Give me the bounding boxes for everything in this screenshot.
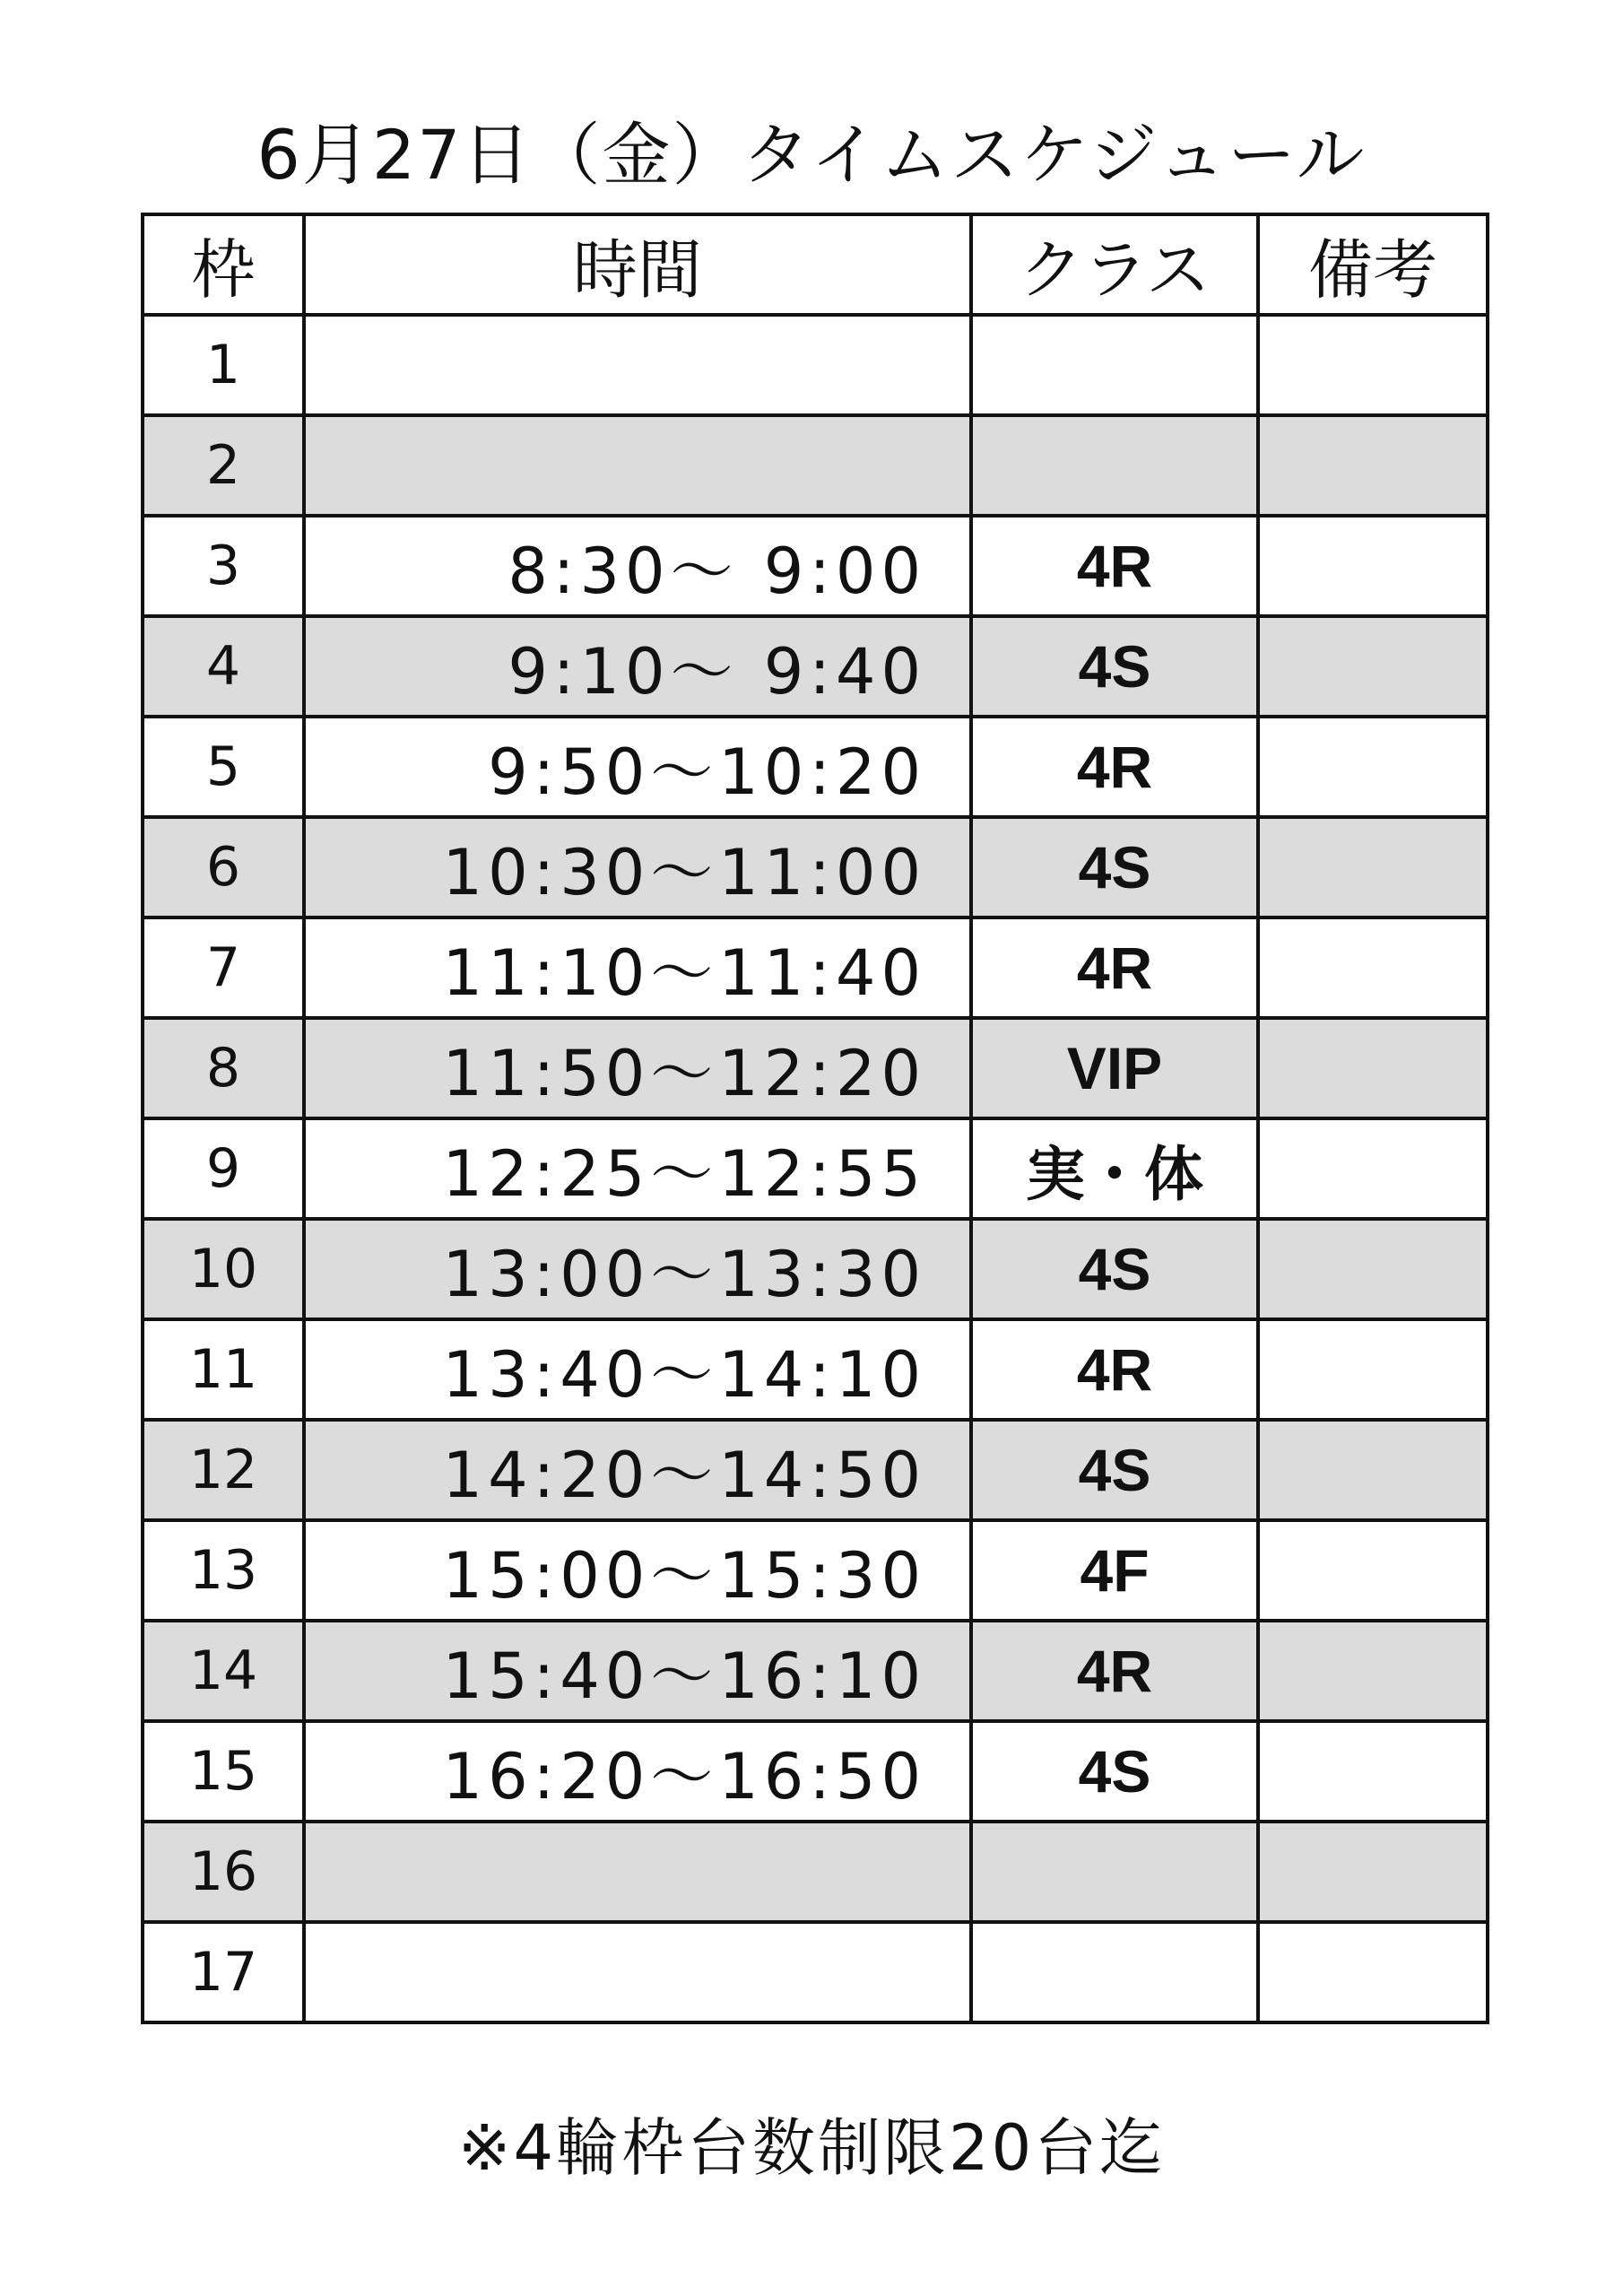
time-cell (304, 415, 971, 516)
table-row (143, 1219, 1488, 1319)
time-cell (304, 315, 971, 415)
class-cell: 4R (971, 918, 1258, 1018)
note-cell (1258, 516, 1488, 616)
time-cell: 10:30～11:00 (304, 817, 971, 918)
table-row (143, 1319, 1488, 1420)
table-row (143, 415, 1488, 516)
note-cell (1258, 1621, 1488, 1721)
note-cell (1258, 918, 1488, 1018)
frame-cell: 7 (143, 918, 304, 1018)
class-cell: 4S (971, 1219, 1258, 1319)
frame-cell: 9 (143, 1118, 304, 1219)
schedule-table (141, 213, 1489, 2024)
frame-cell: 8 (143, 1018, 304, 1118)
note-cell (1258, 1420, 1488, 1520)
class-cell: 4R (971, 1621, 1258, 1721)
schedule-body (143, 315, 1488, 2022)
note-cell (1258, 315, 1488, 415)
time-cell: 15:00～15:30 (304, 1520, 971, 1621)
class-cell (971, 415, 1258, 516)
time-cell: 11:10～11:40 (304, 918, 971, 1018)
table-row (143, 1118, 1488, 1219)
time-cell (304, 1822, 971, 1922)
frame-cell: 4 (143, 616, 304, 717)
class-cell (971, 1822, 1258, 1922)
note-cell (1258, 1018, 1488, 1118)
note-cell (1258, 1319, 1488, 1420)
table-row (143, 1520, 1488, 1621)
note-cell (1258, 1822, 1488, 1922)
table-row (143, 918, 1488, 1018)
frame-cell: 6 (143, 817, 304, 918)
header-time: 時間 (304, 214, 971, 315)
table-row (143, 315, 1488, 415)
frame-cell: 11 (143, 1319, 304, 1420)
note-cell (1258, 1219, 1488, 1319)
table-row (143, 1822, 1488, 1922)
class-cell: 4F (971, 1520, 1258, 1621)
time-cell: 13:00～13:30 (304, 1219, 971, 1319)
class-cell: 4R (971, 1319, 1258, 1420)
table-row (143, 1018, 1488, 1118)
table-row (143, 1922, 1488, 2022)
page-title: 6月27日（金）タイムスケジュール (256, 115, 1367, 195)
note-cell (1258, 717, 1488, 817)
frame-cell: 12 (143, 1420, 304, 1520)
time-cell: 11:50～12:20 (304, 1018, 971, 1118)
class-cell: 4S (971, 1721, 1258, 1822)
class-cell: VIP (971, 1018, 1258, 1118)
frame-cell: 5 (143, 717, 304, 817)
frame-cell: 1 (143, 315, 304, 415)
class-cell (971, 1922, 1258, 2022)
frame-cell: 17 (143, 1922, 304, 2022)
note-cell (1258, 1922, 1488, 2022)
note-cell (1258, 1721, 1488, 1822)
time-cell (304, 1922, 971, 2022)
note-cell (1258, 415, 1488, 516)
table-row (143, 1721, 1488, 1822)
time-cell: 8:30～ 9:00 (304, 516, 971, 616)
class-cell: 4S (971, 817, 1258, 918)
note-cell (1258, 817, 1488, 918)
table-row (143, 616, 1488, 717)
class-cell (971, 315, 1258, 415)
header-frame: 枠 (143, 214, 304, 315)
note-cell (1258, 1520, 1488, 1621)
time-cell: 13:40～14:10 (304, 1319, 971, 1420)
table-row (143, 717, 1488, 817)
header-class: クラス (971, 214, 1258, 315)
frame-cell: 3 (143, 516, 304, 616)
time-cell: 9:10～ 9:40 (304, 616, 971, 717)
table-row (143, 817, 1488, 918)
time-cell: 15:40～16:10 (304, 1621, 971, 1721)
class-cell: 4S (971, 1420, 1258, 1520)
class-cell: 実・体 (971, 1118, 1258, 1219)
time-cell: 12:25～12:55 (304, 1118, 971, 1219)
note-cell (1258, 616, 1488, 717)
time-cell: 16:20～16:50 (304, 1721, 971, 1822)
table-header-row (143, 214, 1488, 315)
class-cell: 4S (971, 616, 1258, 717)
frame-cell: 10 (143, 1219, 304, 1319)
frame-cell: 16 (143, 1822, 304, 1922)
class-cell: 4R (971, 717, 1258, 817)
header-note: 備考 (1258, 214, 1488, 315)
frame-cell: 2 (143, 415, 304, 516)
frame-cell: 13 (143, 1520, 304, 1621)
frame-cell: 14 (143, 1621, 304, 1721)
frame-cell: 15 (143, 1721, 304, 1822)
table-row (143, 1420, 1488, 1520)
footer-note: ※4輪枠台数制限20台迄 (457, 2111, 1166, 2185)
class-cell: 4R (971, 516, 1258, 616)
note-cell (1258, 1118, 1488, 1219)
time-cell: 14:20～14:50 (304, 1420, 971, 1520)
table-row (143, 516, 1488, 616)
time-cell: 9:50～10:20 (304, 717, 971, 817)
table-row (143, 1621, 1488, 1721)
